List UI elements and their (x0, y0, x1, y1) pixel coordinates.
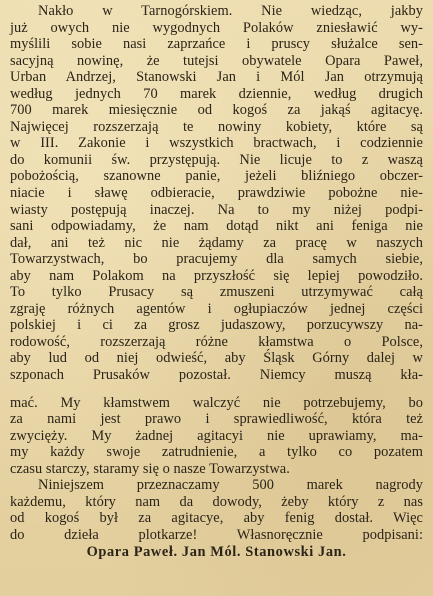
article-line: Urban Andrzej, Stanowski Jan i Mól Jan otrzymują (10, 69, 423, 86)
article-line: za nami jest prawo i sprawiedliwość, która też (10, 411, 423, 428)
article-line: To tylko Prusacy są zmuszeni utrzymywać całą (10, 284, 423, 301)
article-line: sacyjną nowinę, że tutejsi obywatele Opara Paweł, (10, 52, 423, 69)
article-line: wiasty postępują inaczej. Na to my niżej podpi- (10, 201, 423, 218)
article-line: sani odpowiadamy, że nam dotąd nikt ani feniga nie (10, 218, 423, 235)
article-line: Nakło w Tarnogórskiem. Nie wiedząc, jakby (38, 3, 423, 19)
article-line: czasu starczy, staramy się o nasze Towarzystwa. (10, 460, 290, 477)
article-line: zwycięży. My żadnej agitacyi nie uprawiamy, ma- (10, 427, 423, 444)
article-line: rodowość, rozszerzają różne kłamstwa o Polsce, (10, 333, 423, 350)
article-line: według jednych 70 marek dziennie, według drugich (10, 85, 423, 102)
article-line: niacie i sławę odbieracie, prawdziwie pobożne nie- (10, 185, 423, 202)
article-line: my każdy swoje zatrudnienie, a tylko co pozatem (10, 444, 423, 461)
article-paragraph-1 (10, 3, 423, 384)
article-line: aby lud od niej odwieść, aby Śląsk Górny dalej w (10, 350, 423, 367)
article-line: Najwięcej rozszerzają te nowiny kobiety, które są (10, 118, 423, 135)
article-line: Towarzystwach, bo pracujemy dla samych siebie, (10, 251, 423, 268)
article-line: zgraję różnych agentów i ogłupiaczów jednej części (10, 300, 423, 317)
article-line: w III. Zakonie i wszystkich bractwach, i codziennie (10, 135, 423, 152)
signatures: Opara Paweł. Jan Mól. Stanowski Jan. (86, 543, 347, 560)
article-line: do dzieła plotkarze! Własnoręcznie podpisani: (10, 526, 423, 543)
article-line: dał, ani też nic nie żądamy za pracę w naszych (10, 234, 423, 251)
article-line: 700 marek miesięcznie od kogoś za jakąś agitacyę. (10, 102, 423, 119)
article-line: szponach Prusaków pozostał. Niemcy muszą kła- (10, 367, 423, 384)
article-line: do komunii św. przystępują. Nie licuje to z waszą (10, 151, 423, 168)
article-line: aby nam Polakom na przyszłość się lepiej powodziło. (10, 267, 423, 284)
article-paragraph-1-continued (10, 395, 423, 478)
article-paragraph-2 (10, 477, 423, 543)
article-line: Niniejszem przeznaczamy 500 marek nagrody (38, 477, 423, 494)
article-line: już owych nie wygodnych Polaków zniesławić wy- (10, 19, 423, 36)
article-line: od kogoś był za agitacye, aby fenig dostał. Więc (10, 510, 423, 527)
article-line: mać. My kłamstwem walczyć nie potrzebujemy, bo (10, 394, 423, 411)
fold-gap (10, 384, 423, 395)
article-line: pobożością, szanowne panie, jeżeli bliźniego obczer- (10, 168, 423, 185)
article-line: każdemu, który nam da dowody, żeby który z nas (10, 493, 423, 510)
article-line: polskiej i ci za grosz judaszowy, porzucywszy na- (10, 317, 423, 334)
article-line: myślili sobie nasi zaprzańce i pruscy służalce sen- (10, 36, 423, 53)
